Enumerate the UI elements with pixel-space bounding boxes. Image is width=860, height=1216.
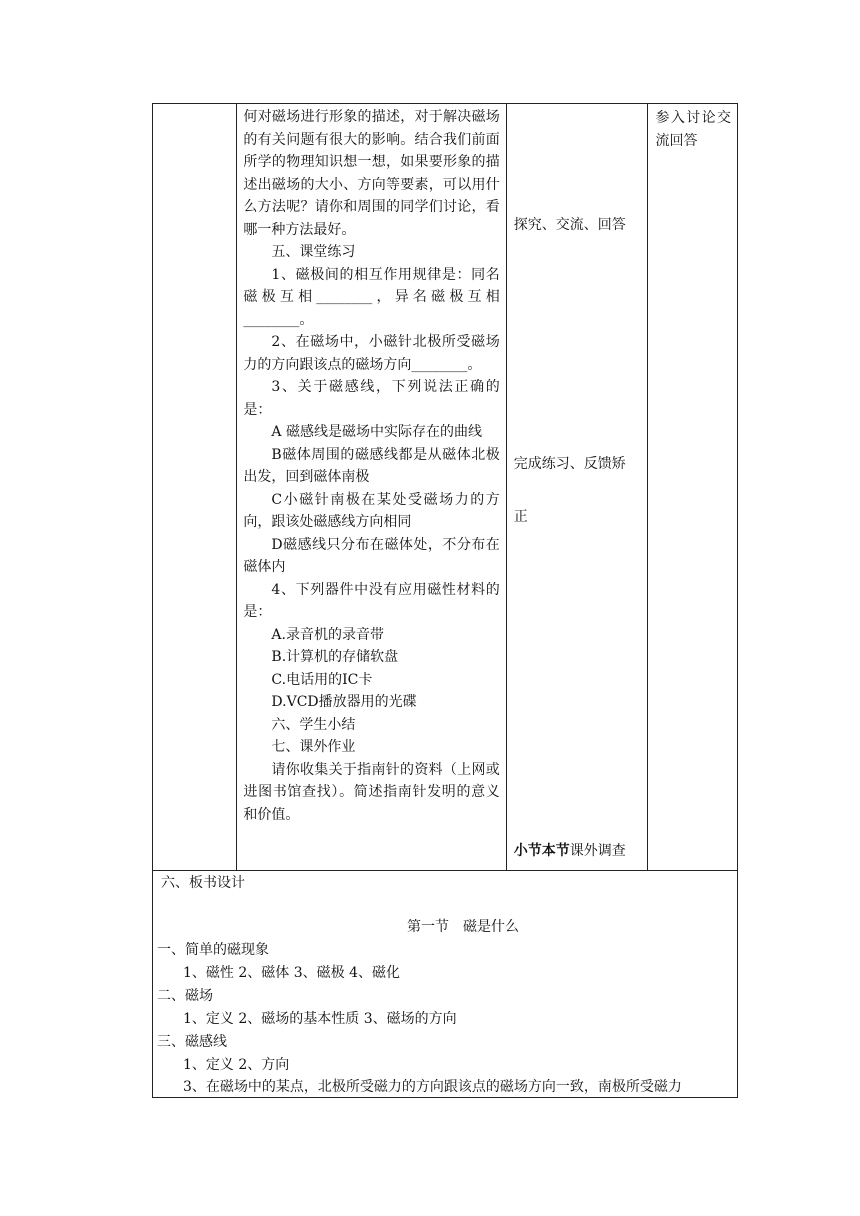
board-design-title: 第一节 磁是什么 (407, 919, 519, 935)
question-4-option-a: A.录音机的录音带 (271, 626, 384, 643)
question-3: 3、关于磁感线，下列说法正确的是： (243, 379, 500, 418)
intro-paragraph: 何对磁场进行形象的描述，对于解决磁场的有关问题有很大的影响。结合我们前面所学的物理知识想一想，如果要形象的描述出磁场的大小、方向等要素，可以用什么方法呢？请你和周围的同学们讨论，看哪一种方法最好。 (243, 109, 500, 238)
question-3-option-d: D磁感线只分布在磁体处，不分布在磁体内 (243, 536, 500, 575)
board-design-heading: 六、板书设计 (161, 875, 245, 891)
question-2: 2、在磁场中，小磁针北极所受磁场力的方向跟该点的磁场方向________。 (243, 334, 500, 373)
section5-heading: 五、课堂练习 (271, 244, 356, 260)
board-item: 1、磁性 2、磁体 3、磁极 4、磁化 (183, 965, 400, 981)
evaluation-cell (647, 104, 737, 871)
question-4-option-b: B.计算机的存储软盘 (271, 649, 399, 665)
question-1: 1、磁极间的相互作用规律是：同名磁极互相________，异名磁极互相________。 (243, 266, 500, 328)
section7-heading: 七、课外作业 (271, 739, 356, 755)
board-item: 1、定义 2、磁场的基本性质 3、磁场的方向 (183, 1011, 457, 1027)
teaching-process-row (153, 104, 738, 871)
student-activity-3 (514, 840, 643, 862)
student-activity-cell (506, 104, 647, 871)
student-activity-3-rest: 课外调查 (569, 843, 626, 859)
student-activity-3-bold: 小节本节 (513, 843, 570, 859)
board-item: 二、磁场 (157, 988, 213, 1004)
board-item: 一、简单的磁现象 (157, 942, 269, 958)
board-design-cell (153, 871, 738, 1098)
homework-paragraph: 请你收集关于指南针的资料（上网或进图书馆查找）。简述指南针发明的意义和价值。 (243, 761, 500, 823)
question-4-option-d: D.VCD播放器用的光碟 (271, 694, 417, 710)
student-activity-2-line2: 正 (513, 509, 528, 525)
question-4: 4、下列器件中没有应用磁性材料的是： (243, 581, 500, 620)
lesson-plan-table (152, 103, 738, 1098)
board-design-row (153, 871, 738, 1098)
board-item: 三、磁感线 (157, 1034, 227, 1050)
student-activity-2-line1: 完成练习、反馈矫 (513, 456, 626, 472)
board-item: 3、在磁场中的某点，北极所受磁力的方向跟该点的磁场方向一致，南极所受磁力 (183, 1079, 682, 1095)
evaluation-text: 参入讨论交流回答 (655, 110, 731, 149)
section6-heading: 六、学生小结 (271, 716, 356, 733)
student-activity-1: 探究、交流、回答 (513, 217, 626, 233)
question-3-option-b: B磁体周围的磁感线都是从磁体北极出发，回到磁体南极 (243, 446, 500, 485)
teacher-activity-cell (237, 104, 506, 871)
board-item: 1、定义 2、方向 (183, 1057, 290, 1073)
question-4-option-c: C.电话用的IC卡 (271, 671, 373, 688)
question-3-option-a: A 磁感线是磁场中实际存在的曲线 (271, 424, 482, 440)
empty-label-cell (153, 104, 237, 871)
question-3-option-c: C小磁针南极在某处受磁场力的方向，跟该处磁感线方向相同 (243, 491, 500, 530)
